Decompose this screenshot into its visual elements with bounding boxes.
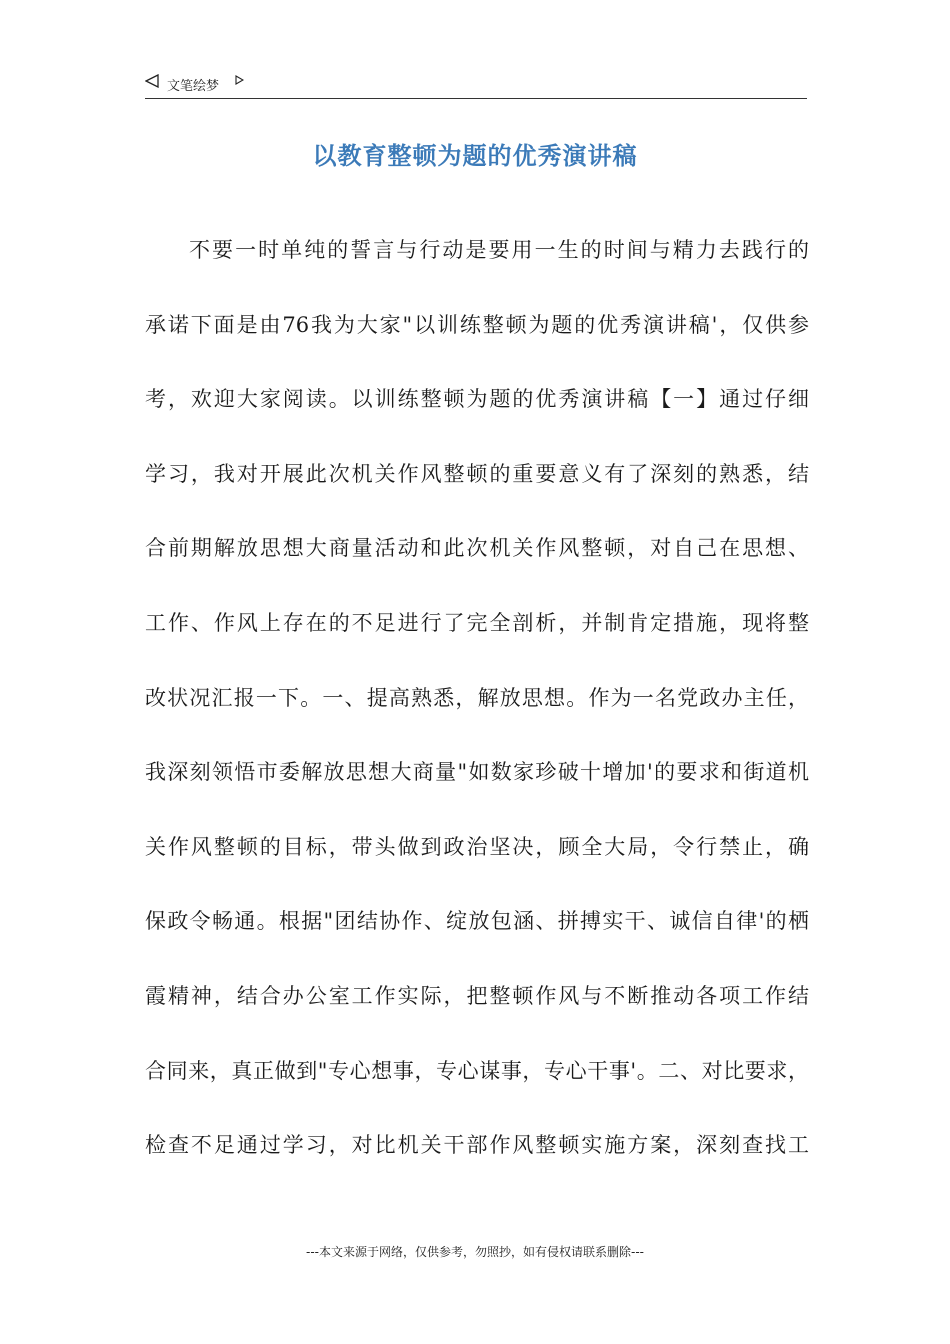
body-line: 检查不足通过学习，对比机关干部作风整顿实施方案，深刻查找工 xyxy=(145,1133,809,1158)
body-line: 保政令畅通。根据"团结协作、绽放包涵、拼搏实干、诚信自律'的栖 xyxy=(145,909,809,934)
header-brand: 文笔绘梦 xyxy=(167,79,220,94)
body-line: 考，欢迎大家阅读。以训练整顿为题的优秀演讲稿【一】通过仔细 xyxy=(145,387,809,412)
body-line: 我深刻领悟市委解放思想大商量"如数家珍破十增加'的要求和街道机 xyxy=(145,760,809,785)
document-body xyxy=(145,228,809,1198)
body-line: 改状况汇报一下。一、提高熟悉，解放思想。作为一名党政办主任， xyxy=(145,685,809,710)
body-line: 霞精神，结合办公室工作实际，把整顿作风与不断推动各项工作结 xyxy=(145,983,809,1008)
body-line: 工作、作风上存在的不足进行了完全剖析，并制肯定措施，现将整 xyxy=(145,610,809,635)
body-line: 关作风整顿的目标，带头做到政治坚决，顾全大局，令行禁止，确 xyxy=(145,834,809,859)
triangle-right-icon xyxy=(235,75,244,85)
document-title: 以教育整顿为题的优秀演讲稿 xyxy=(312,141,638,170)
body-line: 合同来，真正做到"专心想事，专心谋事，专心干事'。二、对比要求， xyxy=(145,1058,809,1083)
page-header xyxy=(145,72,807,99)
body-line: 合前期解放思想大商量活动和此次机关作风整顿，对自己在思想、 xyxy=(145,536,809,561)
body-line: 不要一时单纯的誓言与行动是要用一生的时间与精力去践行的 xyxy=(189,238,809,262)
body-line: 承诺下面是由76我为大家"以训练整顿为题的优秀演讲稿'，仅供参 xyxy=(145,312,809,337)
body-line: 学习，我对开展此次机关作风整顿的重要意义有了深刻的熟悉，结 xyxy=(145,461,809,486)
triangle-left-icon xyxy=(145,74,159,88)
footer-disclaimer: ---本文来源于网络，仅供参考，勿照抄，如有侵权请联系删除--- xyxy=(306,1245,644,1259)
